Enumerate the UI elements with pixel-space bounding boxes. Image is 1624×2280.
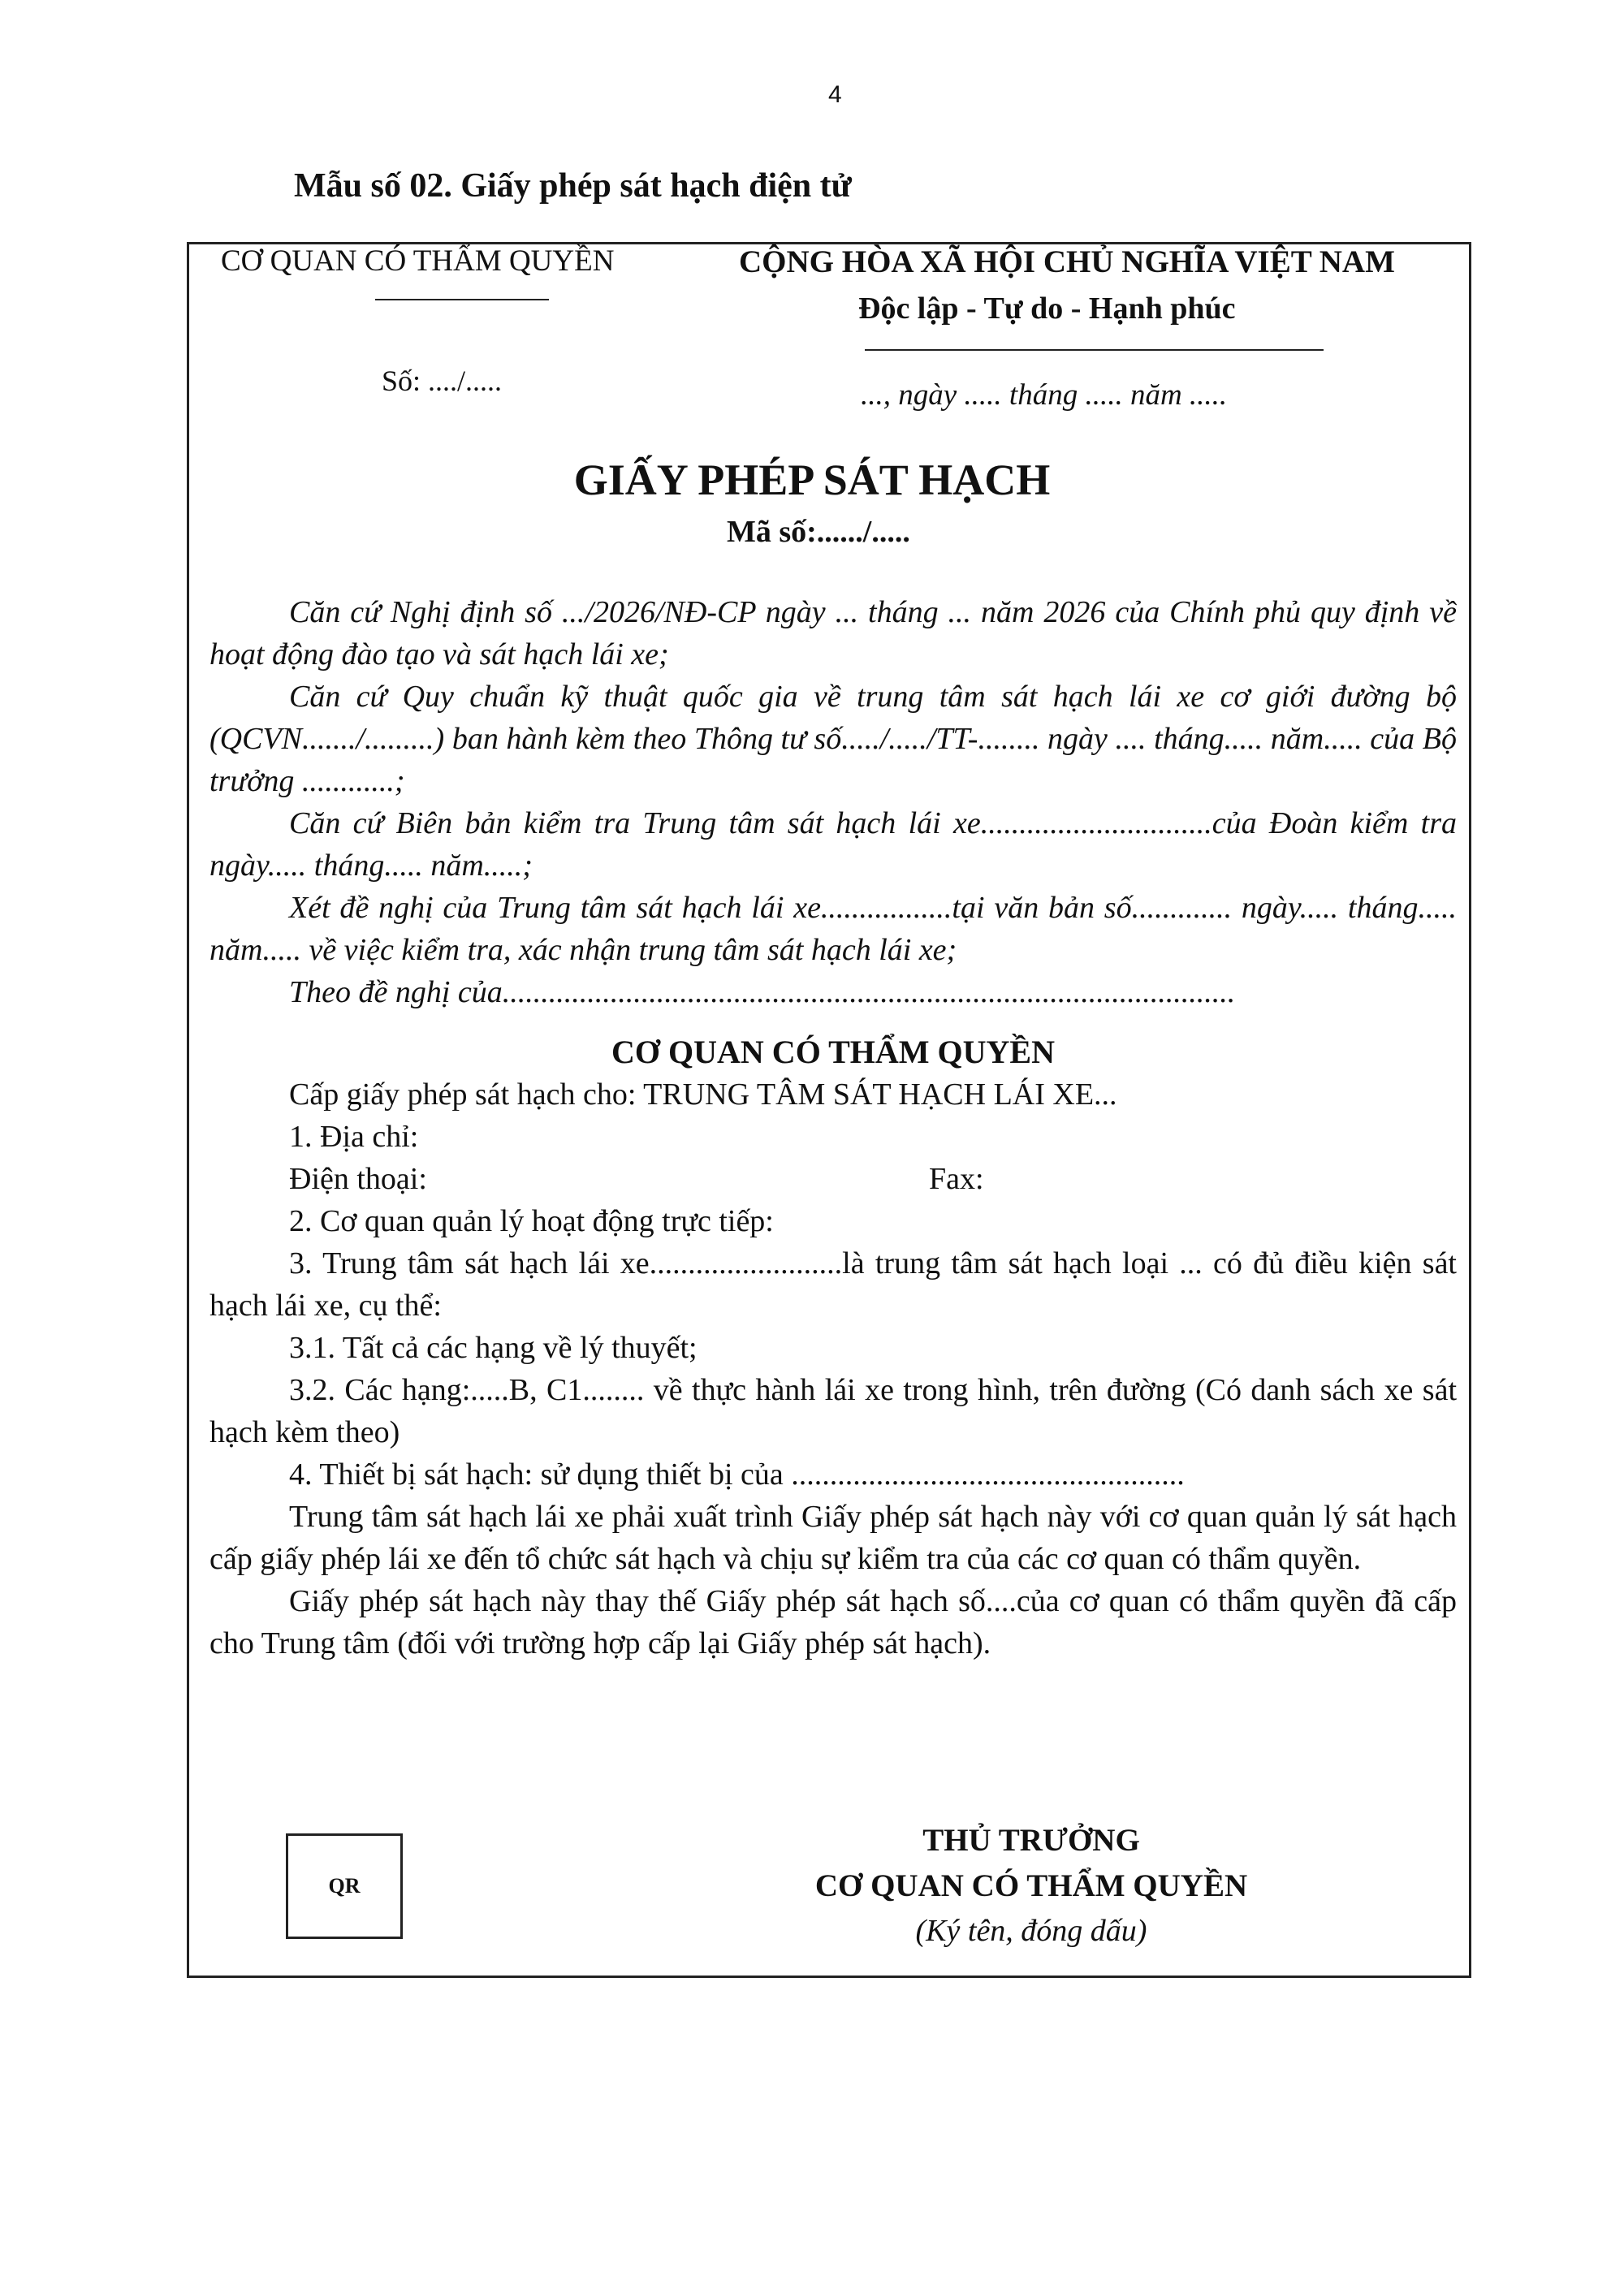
address-line: 1. Địa chỉ: — [289, 1120, 419, 1154]
preamble-proposal-of: Theo đề nghị của............................................................................................... — [289, 975, 1236, 1009]
qr-label: QR — [328, 1874, 361, 1898]
national-motto: Độc lập - Tự do - Hạnh phúc — [858, 291, 1236, 326]
preamble-standard: Căn cứ Quy chuẩn kỹ thuật quốc gia về trung tâm sát hạch lái xe cơ giới đường bộ (QCVN......./.........) ban hành kèm theo Thông tư số...../...../TT-........ ngày .... tháng..... năm..... của Bộ trưởng ............; — [209, 680, 1457, 798]
replacement-paragraph: Giấy phép sát hạch này thay thế Giấy phép sát hạch số....của cơ quan có thẩm quyền đã cấp cho Trung tâm (đối với trường hợp cấp lại Giấy phép sát hạch). — [209, 1584, 1457, 1660]
document-number: Số: ..../..... — [382, 365, 503, 397]
agency-name: CƠ QUAN CÓ THẨM QUYỀN — [221, 244, 615, 278]
authority-heading: CƠ QUAN CÓ THẨM QUYỀN — [611, 1034, 1055, 1070]
date-line: ..., ngày ..... tháng ..... năm ..... — [861, 378, 1228, 412]
republic-title: CỘNG HÒA XÃ HỘI CHỦ NGHĨA VIỆT NAM — [739, 244, 1395, 279]
item-4: 4. Thiết bị sát hạch: sử dụng thiết bị của ................................................... — [289, 1457, 1185, 1492]
fax-label: Fax: — [929, 1162, 984, 1196]
preamble-decree: Căn cứ Nghị định số .../2026/NĐ-CP ngày ... tháng ... năm 2026 của Chính phủ quy định về hoạt động đào tạo và sát hạch lái xe; — [209, 595, 1457, 671]
license-title: GIẤY PHÉP SÁT HẠCH — [573, 456, 1051, 504]
signer-organization: CƠ QUAN CÓ THẨM QUYỀN — [814, 1868, 1248, 1903]
agency-underline — [375, 299, 549, 300]
signature-note: (Ký tên, đóng dấu) — [915, 1914, 1147, 1948]
qr-code-placeholder — [286, 1833, 403, 1939]
form-label: Mẫu số 02. Giấy phép sát hạch điện tử — [294, 167, 852, 205]
grant-line: Cấp giấy phép sát hạch cho: TRUNG TÂM SÁT HẠCH LÁI XE... — [289, 1077, 1117, 1112]
page-number: 4 — [828, 81, 842, 108]
motto-underline — [865, 349, 1324, 351]
preamble-inspection: Căn cứ Biên bản kiểm tra Trung tâm sát hạch lái xe..............................của Đoàn kiểm tra ngày..... tháng..... năm.....; — [209, 806, 1457, 883]
item-3-1: 3.1. Tất cả các hạng về lý thuyết; — [289, 1331, 698, 1365]
item-3: 3. Trung tâm sát hạch lái xe.........................là trung tâm sát hạch loại ... có đủ điều kiện sát hạch lái xe, cụ thể: — [209, 1246, 1457, 1323]
obligation-paragraph: Trung tâm sát hạch lái xe phải xuất trình Giấy phép sát hạch này với cơ quan quản lý sát hạch cấp giấy phép lái xe đến tổ chức sát hạch và chịu sự kiểm tra của các cơ quan có thẩm quyền. — [209, 1500, 1457, 1576]
contact-row — [209, 1158, 1457, 1200]
direct-management-line: 2. Cơ quan quản lý hoạt động trực tiếp: — [289, 1204, 774, 1238]
phone-label: Điện thoại: — [289, 1162, 427, 1196]
signer-title: THỦ TRƯỞNG — [922, 1823, 1140, 1858]
item-3-2: 3.2. Các hạng:.....B, C1........ về thực hành lái xe trong hình, trên đường (Có danh sách xe sát hạch kèm theo) — [209, 1373, 1457, 1449]
preamble-proposal-center: Xét đề nghị của Trung tâm sát hạch lái xe.................tại văn bản số............. ngày..... tháng..... năm..... về việc kiểm tra, xác nhận trung tâm sát hạch lái xe; — [209, 891, 1457, 967]
document-body — [209, 591, 1457, 1665]
license-code: Mã số:....../..... — [727, 515, 910, 549]
